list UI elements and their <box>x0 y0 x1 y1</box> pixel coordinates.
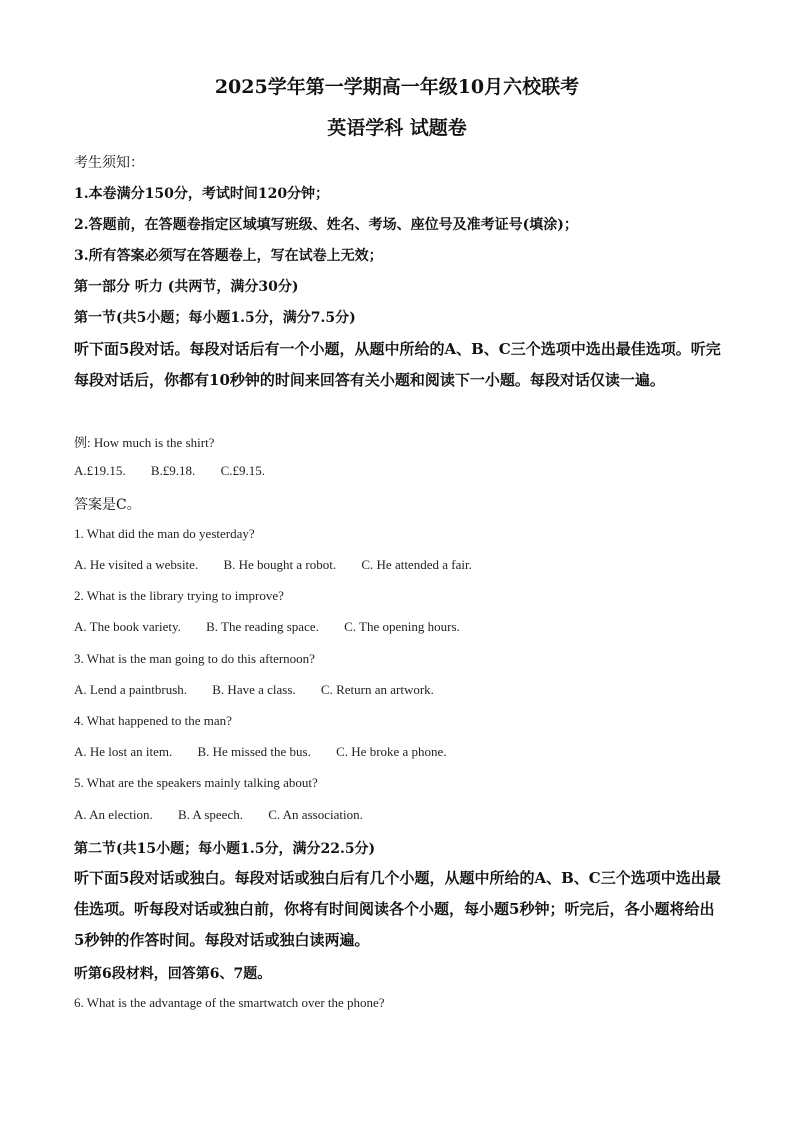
question-1-options <box>74 557 734 573</box>
question-4: 4. What happened to the man? <box>74 713 232 728</box>
example-question: 例: How much is the shirt? <box>74 435 215 450</box>
notice-item-2: 2.答题前，在答题卷指定区域填写班级、姓名、考场、座位号及准考证号(填涂)； <box>74 217 578 233</box>
section1-heading: 第一节(共5小题；每小题1.5分，满分7.5分) <box>74 310 356 326</box>
notice-heading: 考生须知： <box>74 155 144 171</box>
q2-option-c: C. The opening hours. <box>344 619 460 634</box>
question-3: 3. What is the man going to do this afternoon? <box>74 651 315 666</box>
q1-option-b: B. He bought a robot. <box>223 557 337 572</box>
q4-option-b: B. He missed the bus. <box>197 744 311 759</box>
q5-option-c: C. An association. <box>268 807 363 822</box>
q5-option-b: B. A speech. <box>177 807 243 822</box>
q2-option-b: B. The reading space. <box>206 619 319 634</box>
exam-title: 2025学年第一学期高一年级10月六校联考 <box>214 76 580 98</box>
question-2-options <box>74 619 734 635</box>
q4-option-c: C. He broke a phone. <box>336 744 447 759</box>
example-option-b: B.£9.18. <box>150 463 196 478</box>
q5-option-a: A. An election. <box>74 807 153 822</box>
part1-heading: 第一部分 听力 (共两节，满分30分) <box>74 279 299 295</box>
question-3-options <box>74 682 734 698</box>
section1-instructions: 听下面5段对话。每段对话后有一个小题，从题中所给的A、B、C三个选项中选出最佳选项。听完每段对话后，你都有10秒钟的时间来回答有关小题和阅读下一小题。每段对话仅读一遍。 <box>74 340 721 389</box>
q3-option-b: B. Have a class. <box>212 682 296 697</box>
q4-option-a: A. He lost an item. <box>74 744 173 759</box>
question-1: 1. What did the man do yesterday? <box>74 526 255 541</box>
example-options <box>74 463 734 479</box>
q3-option-c: C. Return an artwork. <box>320 682 434 697</box>
exam-subtitle: 英语学科 试题卷 <box>327 117 467 139</box>
example-answer: 答案是C。 <box>74 497 141 513</box>
example-option-c: C.£9.15. <box>220 463 265 478</box>
q1-option-c: C. He attended a fair. <box>361 557 472 572</box>
section2-heading: 第二节(共15小题；每小题1.5分，满分22.5分) <box>74 841 376 857</box>
q2-option-a: A. The book variety. <box>74 619 181 634</box>
q1-option-a: A. He visited a website. <box>74 557 199 572</box>
example-option-a: A.£19.15. <box>74 463 126 478</box>
question-5: 5. What are the speakers mainly talking about? <box>74 775 318 790</box>
question-5-options <box>74 807 734 823</box>
notice-item-1: 1.本卷满分150分，考试时间120分钟； <box>74 186 330 202</box>
q3-option-a: A. Lend a paintbrush. <box>74 682 188 697</box>
material-6-heading: 听第6段材料，回答第6、7题。 <box>74 966 272 982</box>
notice-item-3: 3.所有答案必须写在答题卷上，写在试卷上无效； <box>74 248 383 264</box>
question-4-options <box>74 744 734 760</box>
question-6: 6. What is the advantage of the smartwatch over the phone? <box>74 995 385 1010</box>
section2-instructions: 听下面5段对话或独白。每段对话或独白后有几个小题，从题中所给的A、B、C三个选项中选出最佳选项。听每段对话或独白前，你将有时间阅读各个小题，每小题5秒钟；听完后，各小题将给出5秒钟的作答时间。每段对话或独白读两遍。 <box>74 869 721 949</box>
question-2: 2. What is the library trying to improve? <box>74 588 284 603</box>
